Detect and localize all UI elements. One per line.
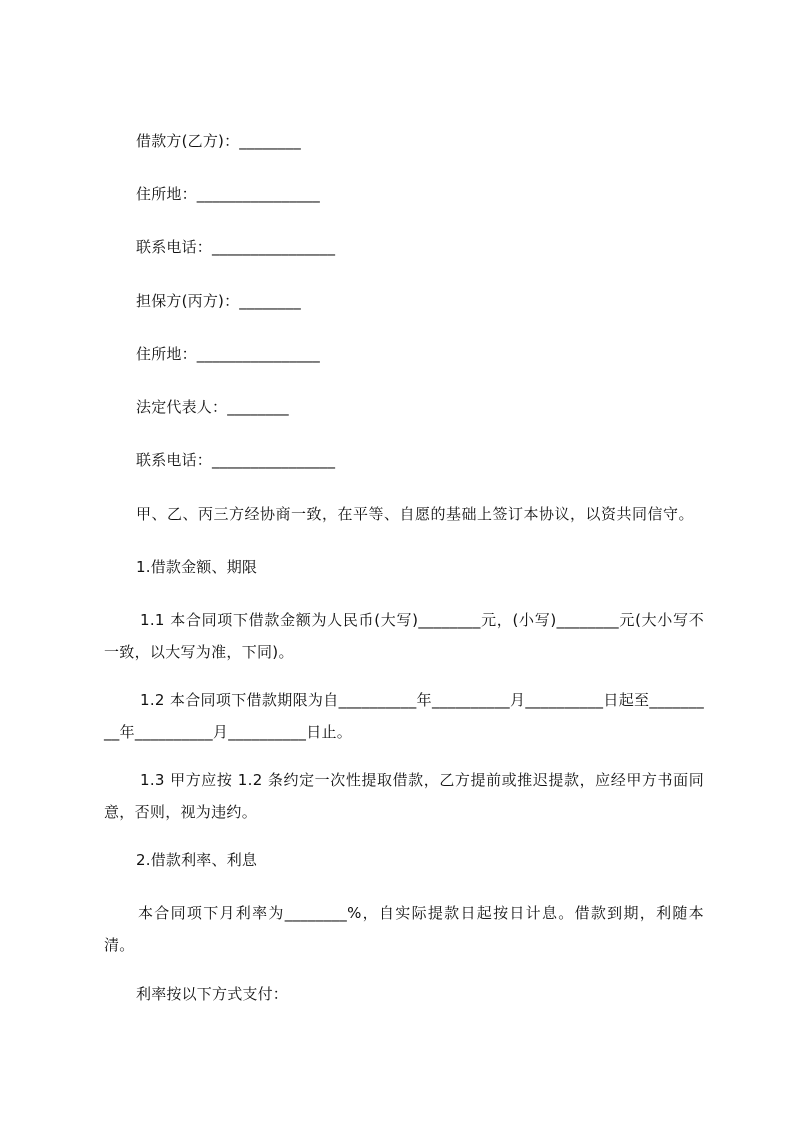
guarantor-phone-line: 联系电话：________________ [136, 451, 336, 469]
borrower-phone-line: 联系电话：________________ [136, 238, 336, 256]
legal-representative-line: 法定代表人：________ [136, 398, 289, 416]
guarantor-address-line: 住所地：________________ [136, 345, 321, 363]
section-1-heading: 1.借款金额、期限 [136, 558, 258, 576]
clause-1-1: 1.1 本合同项下借款金额为人民币(大写)________元，(小写)________元(大小写不一致，以大写为准，下同)。 [104, 611, 704, 661]
clause-1-2: 1.2 本合同项下借款期限为自__________年__________月__________日起至_________年__________月__________日止。 [104, 691, 704, 741]
borrower-address-line: 住所地：________________ [136, 185, 321, 203]
interest-rate-clause: 本合同项下月利率为________%，自实际提款日起按日计息。借款到期，利随本清。 [104, 904, 704, 954]
section-2-heading: 2.借款利率、利息 [136, 851, 258, 869]
guarantor-line: 担保方(丙方)：________ [136, 292, 301, 310]
clause-1-3: 1.3 甲方应按 1.2 条约定一次性提取借款，乙方提前或推迟提款，应经甲方书面同意，否则，视为违约。 [104, 771, 704, 821]
agreement-intro: 甲、乙、丙三方经协商一致，在平等、自愿的基础上签订本协议，以资共同信守。 [136, 505, 695, 523]
borrower-line: 借款方(乙方)：________ [136, 132, 301, 150]
interest-payment-line: 利率按以下方式支付： [136, 985, 289, 1003]
